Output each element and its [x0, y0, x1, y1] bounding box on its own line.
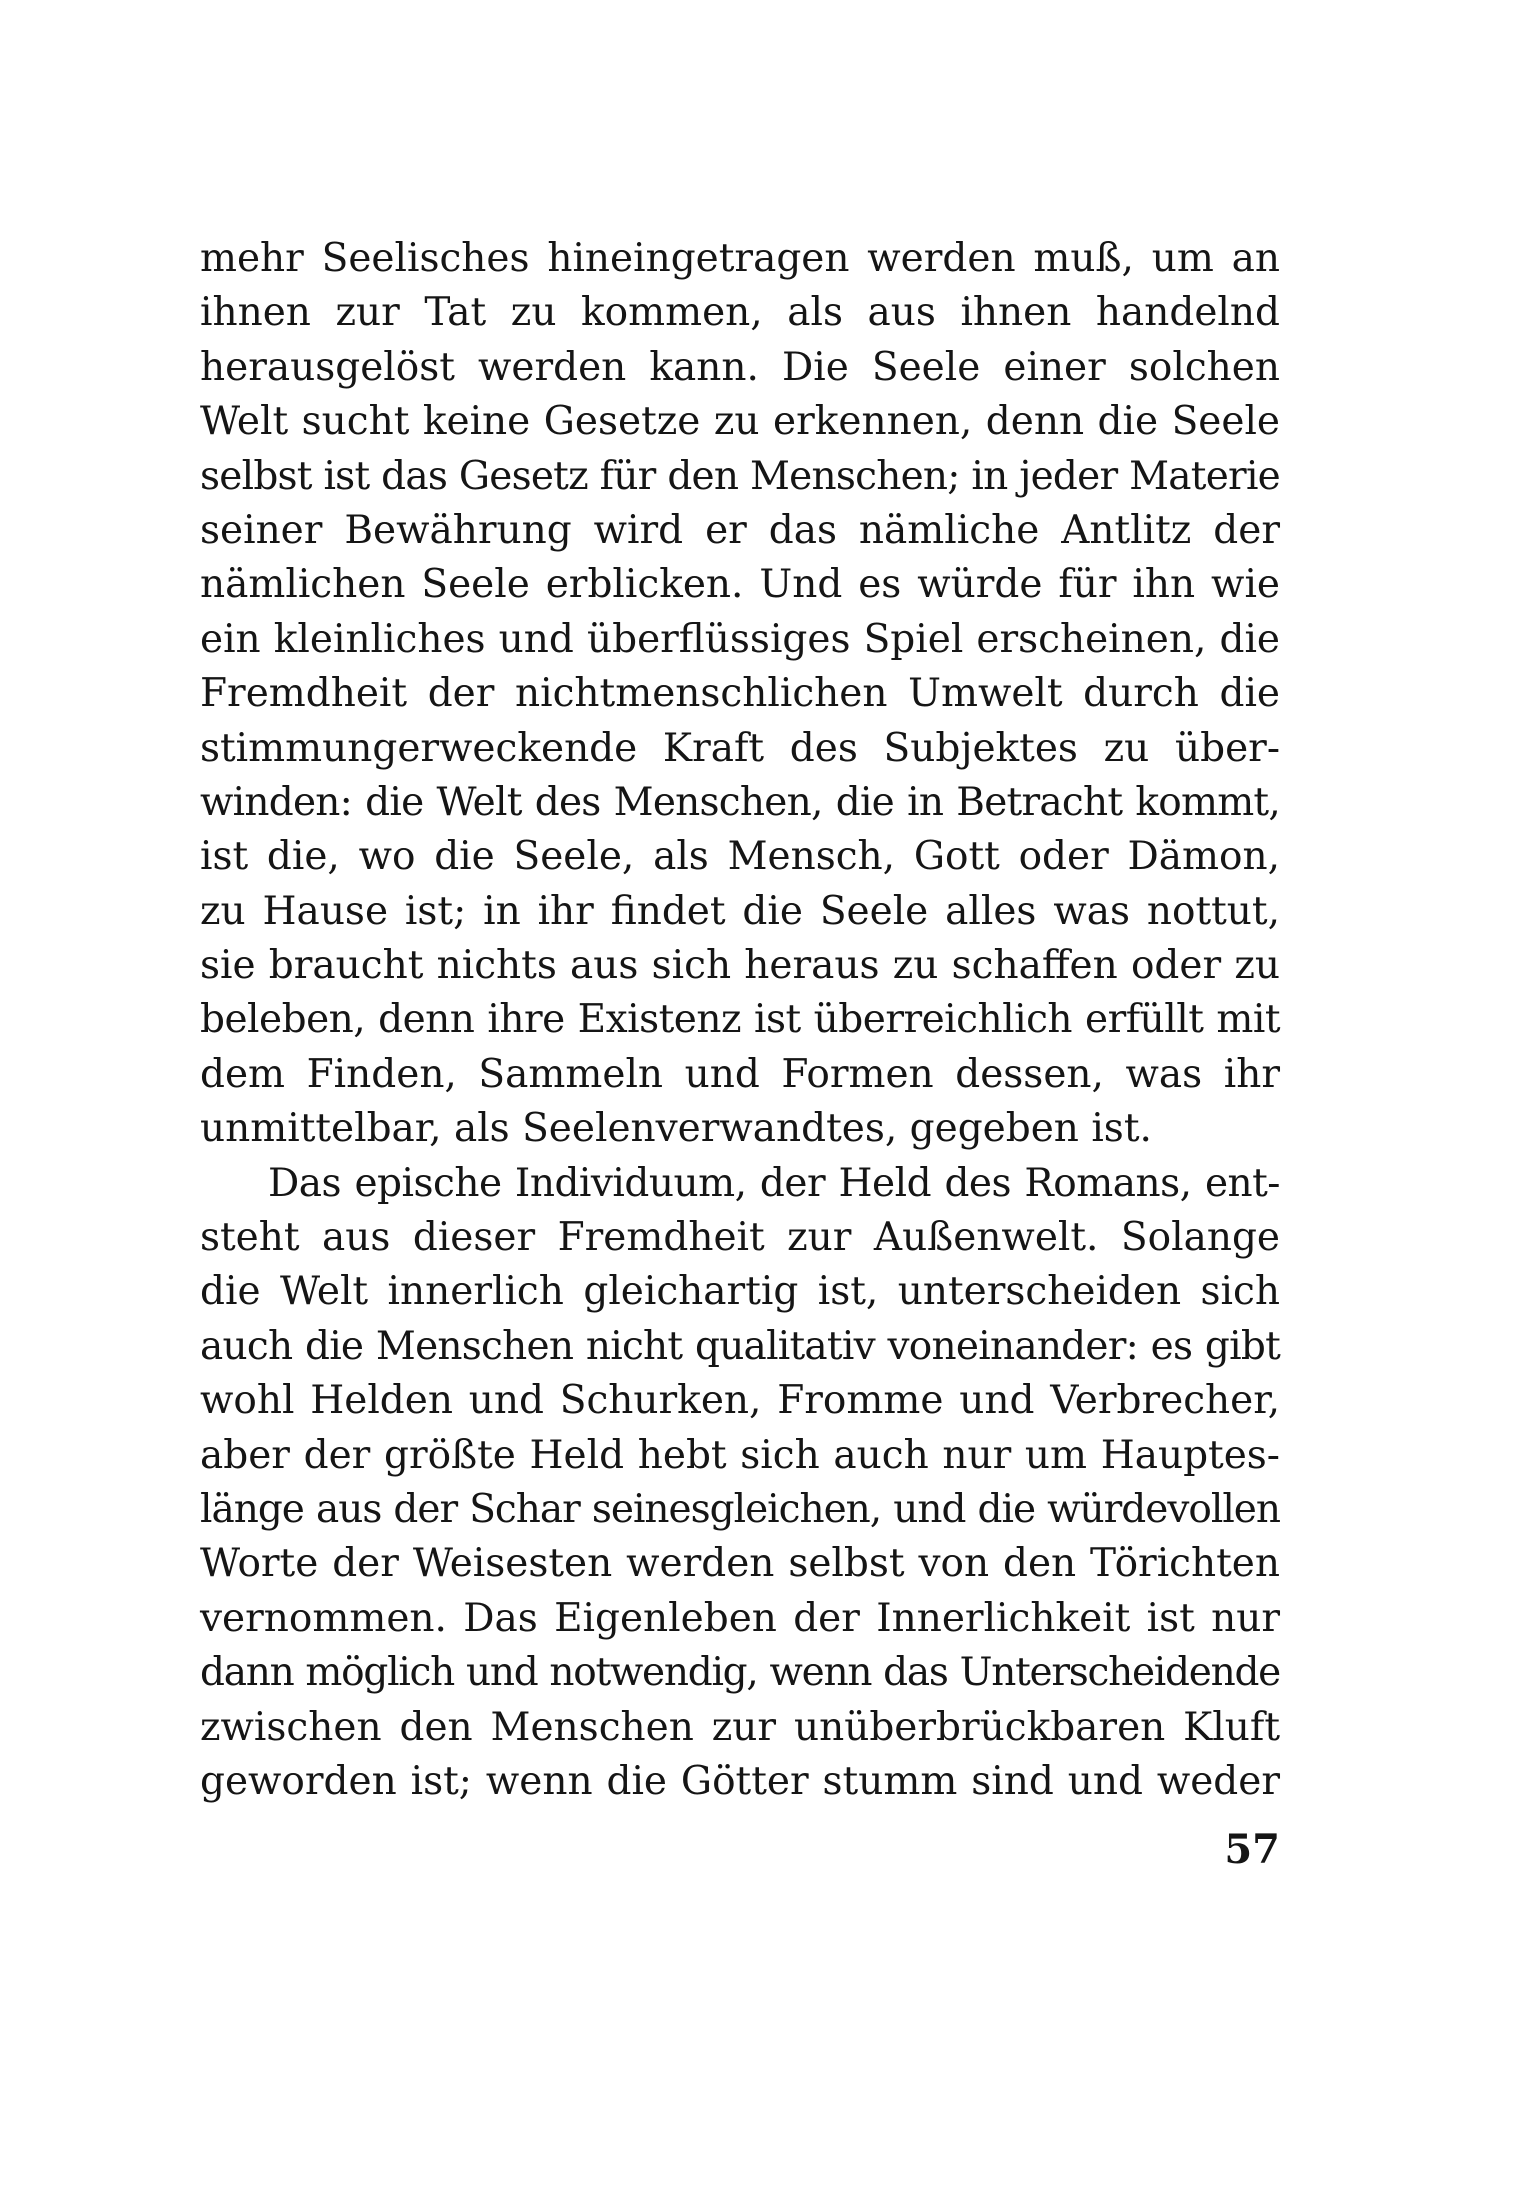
text-line: zu Hause ist; in ihr findet die Seele alles was nottut, [200, 888, 1280, 934]
text-line: geworden ist; wenn die Götter stumm sind und weder [200, 1758, 1280, 1804]
text-line: ein kleinliches und überflüssiges Spiel erscheinen, die [200, 616, 1280, 662]
text-line: auch die Menschen nicht qualitativ voneinander: es gibt [200, 1323, 1280, 1369]
text-line: winden: die Welt des Menschen, die in Betracht kommt, [200, 779, 1280, 825]
text-line: vernommen. Das Eigenleben der Innerlichkeit ist nur [200, 1595, 1280, 1641]
text-line: seiner Bewährung wird er das nämliche Antlitz der [200, 507, 1280, 553]
text-line: stimmungerweckende Kraft des Subjektes zu über- [200, 725, 1280, 771]
text-line: Das epische Individuum, der Held des Romans, ent- [268, 1160, 1280, 1206]
body-text [200, 232, 1280, 1809]
text-line: selbst ist das Gesetz für den Menschen; in jeder Materie [200, 453, 1280, 499]
text-line: dem Finden, Sammeln und Formen dessen, was ihr [200, 1051, 1280, 1097]
text-line: beleben, denn ihre Existenz ist überreichlich erfüllt mit [200, 997, 1280, 1043]
paragraph-2 [200, 1157, 1280, 1810]
text-line: mehr Seelisches hineingetragen werden muß, um an [200, 236, 1280, 281]
text-line: länge aus der Schar seinesgleichen, und die würdevollen [200, 1486, 1280, 1532]
text-line: aber der größte Held hebt sich auch nur um Hauptes- [200, 1432, 1280, 1478]
page-number: 57 [1224, 1826, 1280, 1873]
text-line: Welt sucht keine Gesetze zu erkennen, denn die Seele [200, 399, 1280, 445]
text-line: Worte der Weisesten werden selbst von den Törichten [200, 1541, 1280, 1587]
text-line: unmittelbar, als Seelenverwandtes, gegeben ist. [200, 1106, 1152, 1152]
text-line: sie braucht nichts aus sich heraus zu schaffen oder zu [200, 943, 1280, 989]
text-line: die Welt innerlich gleichartig ist, unterscheiden sich [200, 1269, 1280, 1315]
text-line: nämlichen Seele erblicken. Und es würde für ihn wie [200, 562, 1280, 608]
text-line: zwischen den Menschen zur unüberbrückbaren Kluft [200, 1704, 1280, 1750]
text-line: wohl Helden und Schurken, Fromme und Verbrecher, [200, 1378, 1280, 1424]
text-line: steht aus dieser Fremdheit zur Außenwelt. Solange [200, 1215, 1280, 1261]
text-line: Fremdheit der nichtmenschlichen Umwelt durch die [200, 671, 1280, 717]
text-line: herausgelöst werden kann. Die Seele einer solchen [200, 344, 1280, 390]
text-line: dann möglich und notwendig, wenn das Unterscheidende [200, 1650, 1280, 1696]
text-line: ihnen zur Tat zu kommen, als aus ihnen handelnd [200, 290, 1280, 336]
paragraph-1 [200, 232, 1280, 1157]
text-line: ist die, wo die Seele, als Mensch, Gott oder Dämon, [200, 834, 1280, 880]
